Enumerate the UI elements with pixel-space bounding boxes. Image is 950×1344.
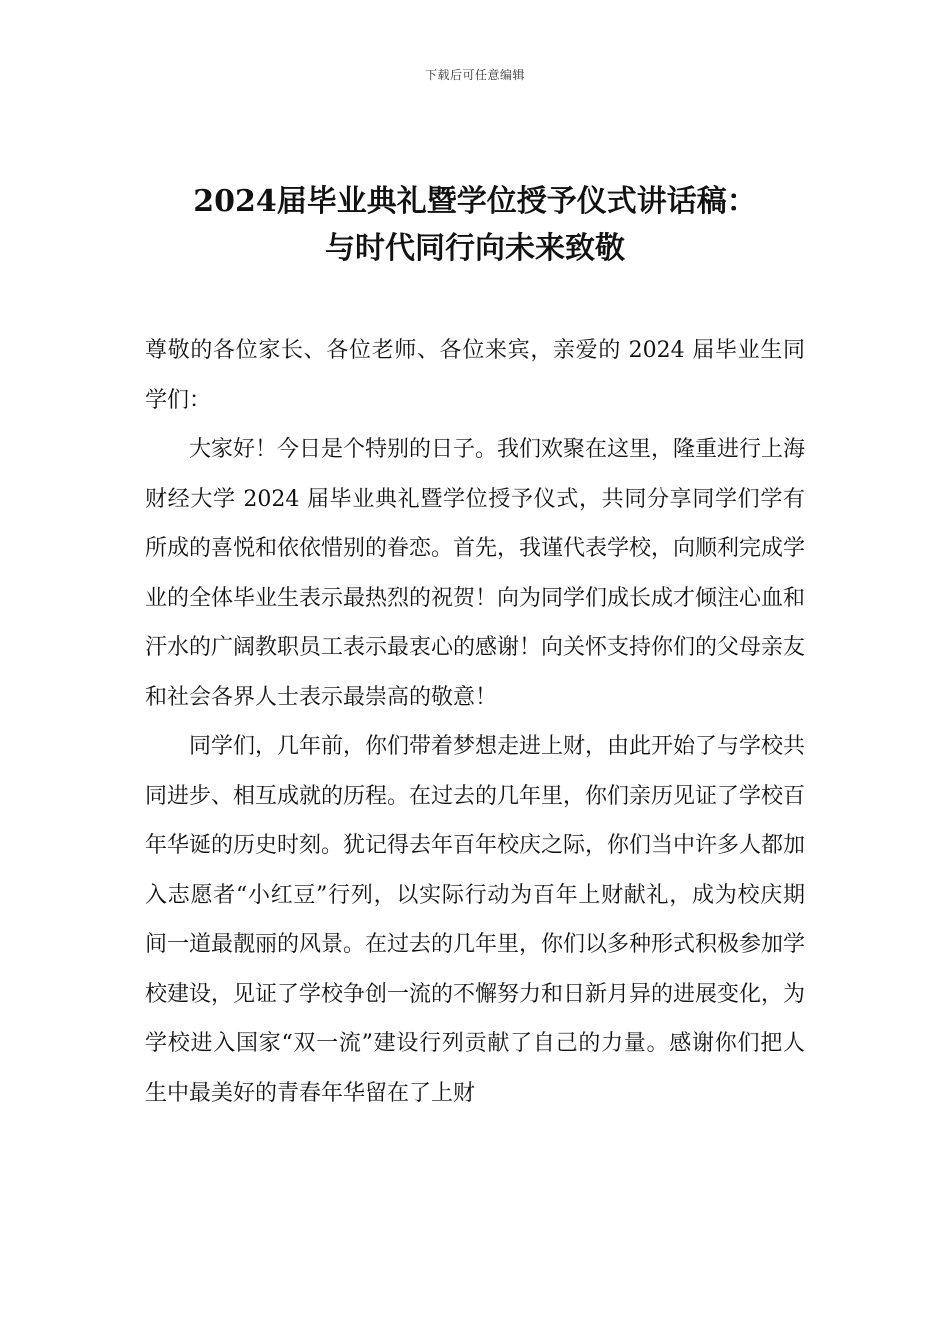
- page-header-note: 下载后可任意编辑: [424, 68, 525, 82]
- title-line-2: 与时代同行向未来致敬: [325, 231, 625, 266]
- title-line-1: 2024届毕业典礼暨学位授予仪式讲话稿：: [193, 184, 757, 219]
- body-paragraph-2: 同学们，几年前，你们带着梦想走进上财，由此开始了与学校共同进步、相互成就的历程。在过去的几年里，你们亲历见证了学校百年华诞的历史时刻。犹记得去年百年校庆之际，你们当中许多人都加入志愿者“小红豆”行列，以实际行动为百年上财献礼，成为校庆期间一道最靓丽的风景。在过去的几年里，你们以多种形式积极参加学校建设，见证了学校争创一流的不懈努力和日新月异的进展变化，为学校进入国家“双一流”建设行列贡献了自己的力量。感谢你们把人生中最美好的青春年华留在了上财: [145, 734, 806, 1106]
- document-title: [100, 178, 850, 272]
- salutation-paragraph: 尊敬的各位家长、各位老师、各位来宾，亲爱的 2024 届毕业生同学们：: [145, 338, 805, 413]
- body-paragraph-1: 大家好！今日是个特别的日子。我们欢聚在这里，隆重进行上海财经大学 2024 届毕业典礼暨学位授予仪式，共同分享同学们学有所成的喜悦和依依惜别的眷恋。首先，我谨代表学校，向顺利完成学业的全体毕业生表示最热烈的祝贺！向为同学们成长成才倾注心血和汗水的广阔教职员工表示最衷心的感谢！向关怀支持你们的父母亲友和社会各界人士表示最崇高的敬意！: [145, 437, 806, 710]
- document-body: [145, 326, 805, 1118]
